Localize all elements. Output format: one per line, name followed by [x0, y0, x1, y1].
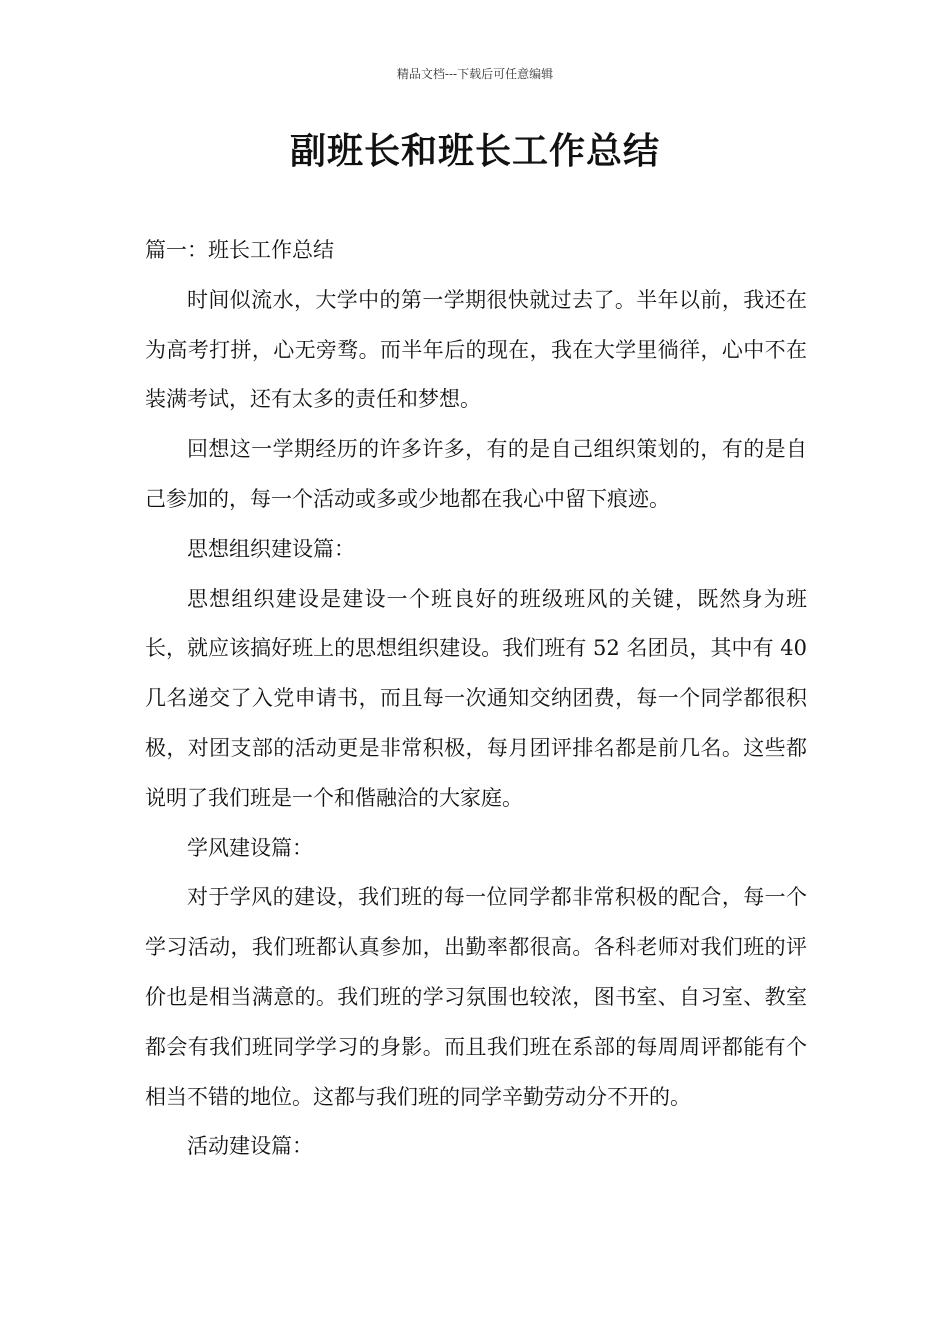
paragraph-recall: 回想这一学期经历的许多许多，有的是自己组织策划的，有的是自己参加的，每一个活动或多或少地都在我心中留下痕迹。: [145, 437, 807, 511]
section-heading-study-style: 学风建设篇：: [187, 835, 313, 860]
paragraph-ideology: 思想组织建设是建设一个班良好的班级班风的关键，既然身为班长，就应该搞好班上的思想组织建设。我们班有 52 名团员，其中有 40 几名递交了入党申请书，而且每一次通知交纳团费，每一个同学都很积极，对团支部的活动更是非常积极，每月团评排名都是前几名。这些都说明了我们班是一个和偕融洽的大家庭。: [145, 586, 807, 810]
document-body: [145, 226, 807, 1172]
section-heading-ideology: 思想组织建设篇：: [187, 536, 355, 561]
document-title: 副班长和班长工作总结: [289, 131, 660, 172]
paragraph-study-style: 对于学风的建设，我们班的每一位同学都非常积极的配合，每一个学习活动，我们班都认真参加，出勤率都很高。各科老师对我们班的评价也是相当满意的。我们班的学习氛围也较浓，图书室、自习室、教室都会有我们班同学学习的身影。而且我们班在系部的每周周评都能有个相当不错的地位。这都与我们班的同学辛勤劳动分不开的。: [145, 885, 807, 1109]
section-heading-activities: 活动建设篇：: [187, 1134, 313, 1159]
section-heading-chapter-one: 篇一：班长工作总结: [145, 238, 334, 262]
paragraph-intro: 时间似流水，大学中的第一学期很快就过去了。半年以前，我还在为高考打拼，心无旁骛。而半年后的现在，我在大学里徜徉，心中不在装满考试，还有太多的责任和梦想。: [145, 287, 807, 412]
header-note: 精品文档---下载后可任意编辑: [396, 67, 554, 81]
